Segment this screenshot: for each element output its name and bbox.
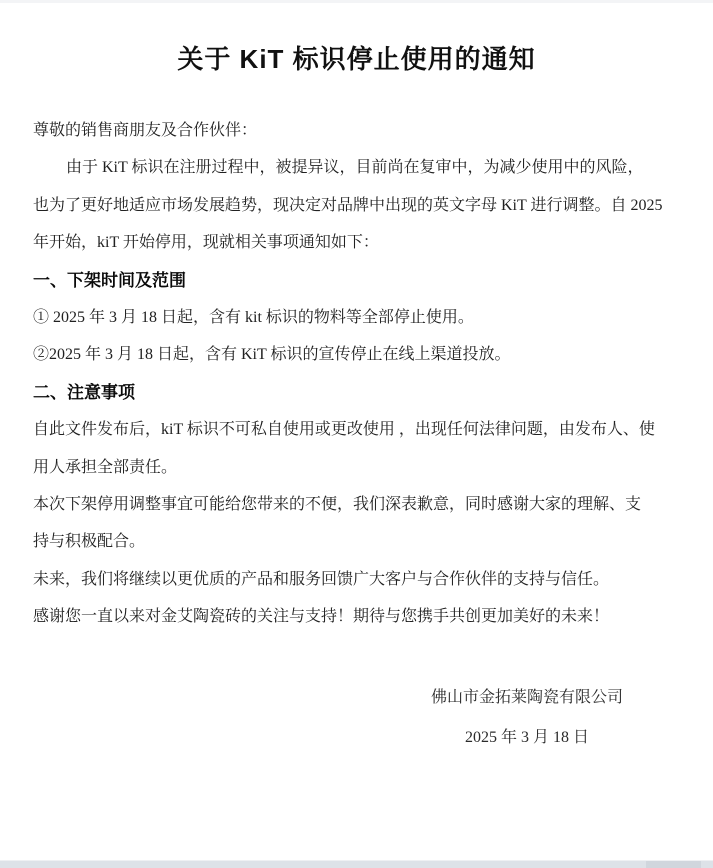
- section2-text-line: 用人承担全部责任。: [33, 458, 178, 476]
- section1-item-2: ②2025 年 3 月 18 日起，含有 KiT 标识的宣传停止在线上渠道投放。: [33, 346, 511, 364]
- section2-text-line: 自此文件发布后，kiT 标识不可私自使用或更改使用 ，出现任何法律问题，由发布人、使: [33, 421, 655, 439]
- top-edge-strip: [0, 0, 713, 3]
- section2-heading: 二、注意事项: [33, 382, 135, 402]
- signature-block: [422, 678, 632, 758]
- section1-item-1: ① 2025 年 3 月 18 日起，含有 kit 标识的物料等全部停止使用。: [33, 308, 474, 326]
- salutation-line: 尊敬的销售商朋友及合作伙伴：: [33, 122, 258, 139]
- section2-text-line: 持与积极配合。: [33, 533, 146, 551]
- intro-paragraph-line: 也为了更好地适应市场发展趋势，现决定对品牌中出现的英文字母 KiT 进行调整。自 2025: [33, 196, 663, 214]
- signature-date: 2025 年 3 月 18 日: [464, 729, 589, 746]
- section2-text-line: 未来，我们将继续以更优质的产品和服务回馈广大客户与合作伙伴的支持与信任。: [33, 570, 610, 588]
- section2-text-line: 本次下架停用调整事宜可能给您带来的不便，我们深表歉意，同时感谢大家的理解、支: [33, 495, 642, 513]
- section1-heading: 一、下架时间及范围: [33, 270, 186, 290]
- intro-paragraph-line: 年开始，kiT 开始停用，现就相关事项通知如下：: [33, 234, 379, 252]
- document-body: [33, 112, 683, 635]
- intro-paragraph-line: 由于 KiT 标识在注册过程中，被提异议，目前尚在复审中，为减少使用中的风险，: [66, 159, 644, 177]
- horizontal-scrollbar[interactable]: [0, 860, 713, 868]
- document-title: 关于 KiT 标识停止使用的通知: [177, 44, 536, 74]
- signature-company: 佛山市金拓莱陶瓷有限公司: [430, 689, 623, 706]
- scrollbar-thumb[interactable]: [646, 861, 701, 868]
- section2-text-line: 感谢您一直以来对金艾陶瓷砖的关注与支持！期待与您携手共创更加美好的未来！: [33, 608, 610, 626]
